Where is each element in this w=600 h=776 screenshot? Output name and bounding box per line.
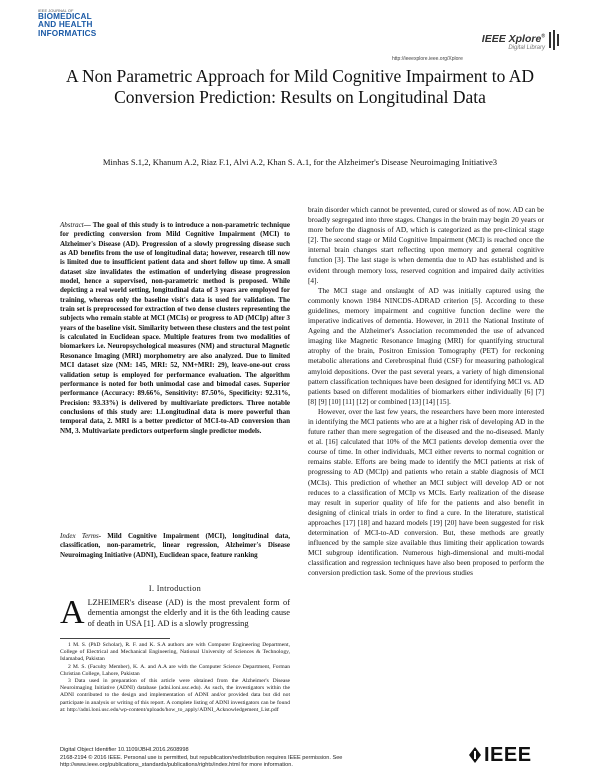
footnote-1: 1 M. S. (PhD Scholar), R. F. and K. S.A authors are with Computer Engineering Department, College of Electrical and Mechanical Engineering, National University of Sciences & Technology, Islamabad, Pakistan	[60, 642, 290, 663]
journal-logo-prefix: IEEE JOURNAL OF	[38, 8, 74, 13]
journal-logo-line-2: AND HEALTH	[38, 20, 93, 30]
intro-text: LZHEIMER's disease (AD) is the most prevalent form of dementia amongst the elderly and it is the 6th leading cause of death in USA [1]. AD is a slowly progressing	[87, 598, 290, 628]
xplore-registered-mark: ®	[541, 33, 545, 40]
ieee-wordmark: IEEE	[484, 743, 532, 766]
abstract-label: Abstract	[60, 221, 84, 229]
footnote-3: 3 Data used in preparation of this article were obtained from the Alzheimer's Disease Neuroimaging Initiative (ADNI) database (adni.loni.usc.edu). As such, the investigators within the ADNI contributed to the design and implementation of ADNI and/or provided data but did not participate in analysis or writing of this report. A complete listing of ADNI investigators can be found at: http://adni.loni.usc.edu/wp-content/uploads/how_to_apply/ADNI_Acknowledgement_List.pdf	[60, 678, 290, 713]
paper-title: A Non Parametric Approach for Mild Cognitive Impairment to AD Conversion Prediction: Results on Longitudinal Data	[65, 66, 535, 107]
index-terms-text: - Mild Cognitive Impairment (MCI), longitudinal data, classification, non-parametric, linear regression, Alzheimer's Disease Neuroimaging Initiative (ADNI), Euclidean space, feature ranking	[60, 532, 290, 559]
ieee-diamond-icon	[469, 747, 481, 763]
body-paragraph-3: However, over the last few years, the researchers have been more interested in identifying the MCI patients who are at a higher risk of developing AD in the future rather than mere segregation of the diseased and the no-diseased. Manly et al. [16] calculated that 10% of the MCI patients develop dementia over the course of time. In other individuals, MCI either reverts to normal cognition or remains stable. Efforts are being made to identify the MCI patients at risk of progressing to AD (MCIp) and patients who retain a stable diagnosis of MCI (MCIs). This prediction of whether an MCI subject will develop AD or not reduces to a classification of MCIp vs MCIs. Early realization of the disease may result in superior quality of life for the patients and also benefit in designing of clinical trials in order to find a cure. In the literature, statistical approaches [17] [18] and hazard models [19] [20] have been suggested for risk determination of MCI-to-AD conversion. But, these methods are greatly influenced by the sample size available thus limiting their application towards MCI subgroup identification. Numerous high-dimensional and multi-modal classification and regression techniques have also been proposed to perform the conversion prediction task. Some of the previous studies	[308, 406, 544, 578]
abstract	[60, 221, 290, 436]
journal-logo-line-1: BIOMEDICAL	[38, 12, 92, 21]
doi-line: Digital Object Identifier 10.1109/JBHI.2016.2608998	[60, 747, 189, 753]
right-column-body	[308, 205, 544, 578]
footnote-2: 2 M. S. (Faculty Member), K. A. and A.A are with the Computer Science Department, Forman Christian College, Lahore, Pakistan	[60, 663, 290, 677]
body-paragraph-1: brain disorder which cannot be prevented, cured or slowed as of now. AD can be broadly segregated into three stages. Changes in the brain may begin 20 years or more before the diagnosis of AD, which is categorized as the pre-clinical stage [2]. The second stage or Mild Cognitive Impairment (MCI) is reached once the internal brain changes start reflecting upon memory and general cognitive function [3]. The last stage is when dementia due to AD has established and is evident through memory loss, reserved cognition and impaired daily activities [4].	[308, 205, 544, 285]
section-heading-introduction: I. Introduction	[148, 584, 202, 593]
index-terms	[60, 532, 290, 560]
journal-logo	[38, 8, 148, 38]
xplore-url: http://ieeexplore.ieee.org/Xplore	[392, 56, 463, 62]
journal-logo-line-3: INFORMATICS	[38, 28, 97, 38]
drop-cap: A	[60, 594, 85, 631]
xplore-name: IEEE Xplore	[481, 33, 542, 45]
xplore-bars-icon	[549, 30, 561, 50]
copyright-notice: 2168-2194 © 2016 IEEE. Personal use is permitted, but republication/redistribution requires IEEE permission. See http://www.ieee.org/publications_standards/publications/rights/index.html for more information.	[60, 755, 343, 768]
intro-paragraph	[60, 594, 290, 631]
ieee-xplore-logo	[482, 33, 545, 51]
footnotes	[60, 642, 290, 714]
index-terms-label: Index Terms	[60, 532, 99, 540]
ieee-logo	[469, 744, 532, 766]
body-paragraph-2: The MCI stage and onslaught of AD was initially captured using the commonly known 1984 NINCDS-ADRAD criterion [5]. According to these guidelines, memory impairment and cognitive function decline were the imperative indicatives of dementia. However, in 2011 the National Institute of Ageing and the Alzheimer's Association recommended the use of advanced imaging like Magnetic Resonance Imaging (MRI) for quantifying structural atrophy of the brain, Positron Emission Tomography (PET) for reckoning metabolic alterations and Cerebrospinal fluid (CSF) for measuring pathological amyloid depositions. Over the past several years, a variety of high dimensional pattern classification techniques have been designed for identifying MCI vs. AD patients based on different modalities of biomarkers either individually [6] [7] [8] [9] [10] [11] [12] or combined [13] [14] [15].	[308, 285, 544, 406]
paper-authors: Minhas S.1,2, Khanum A.2, Riaz F.1, Alvi A.2, Khan S. A.1, for the Alzheimer's Disease Neuroimaging Initiative3	[102, 157, 498, 167]
abstract-text: — The goal of this study is to introduce a non-parametric technique for predicting conversion from Mild Cognitive Impairment (MCI) to Alzheimer's Disease (AD). Progression of a slowly progressing disease such as AD benefits from the use of longitudinal data; however, research till now is limited due to insufficient patient data and short follow up time. A small dataset size invalidates the estimation of underlying disease progression model, hence a supervised, non-parametric method is proposed. While depicting a real world setting, longitudinal data of 3 years are employed for training, whereas only the baseline visit's data is used for validation. The train set is preprocessed for extraction of two dense clusters representing the subjects who remain stable at MCI (MCIs) or progress to AD (MCIp) after 3 years of the baseline visit. Similarity between these clusters and the test point is calculated in Euclidean space. Multiple features from two modalities of biomarkers i.e. Neuropsychological measures (NM) and structural Magnetic Resonance Imaging (MRI) morphometry are also analyzed. Due to limited MCI dataset size (NM: 145, MRI: 52, NM+MRI: 29), leave-one-out cross validation setup is employed for performance evaluation. The algorithm performance is noted for both unimodal case and bimodal cases. Superior performance (Accuracy: 89.66%, Sensitivity: 87.50%, Specificity: 92.31%, Precision: 93.33%) is delivered by multivariate predictors. Three notable conclusions of this study are: 1.Longitudinal data is more powerful than temporal data, 2. MRI is a better predictor of MCI-to-AD conversion than NM, 3. Multivariate predictors outperform single predictor models.	[60, 221, 290, 435]
footnote-rule	[60, 638, 170, 639]
xplore-subtitle: Digital Library	[508, 45, 545, 51]
